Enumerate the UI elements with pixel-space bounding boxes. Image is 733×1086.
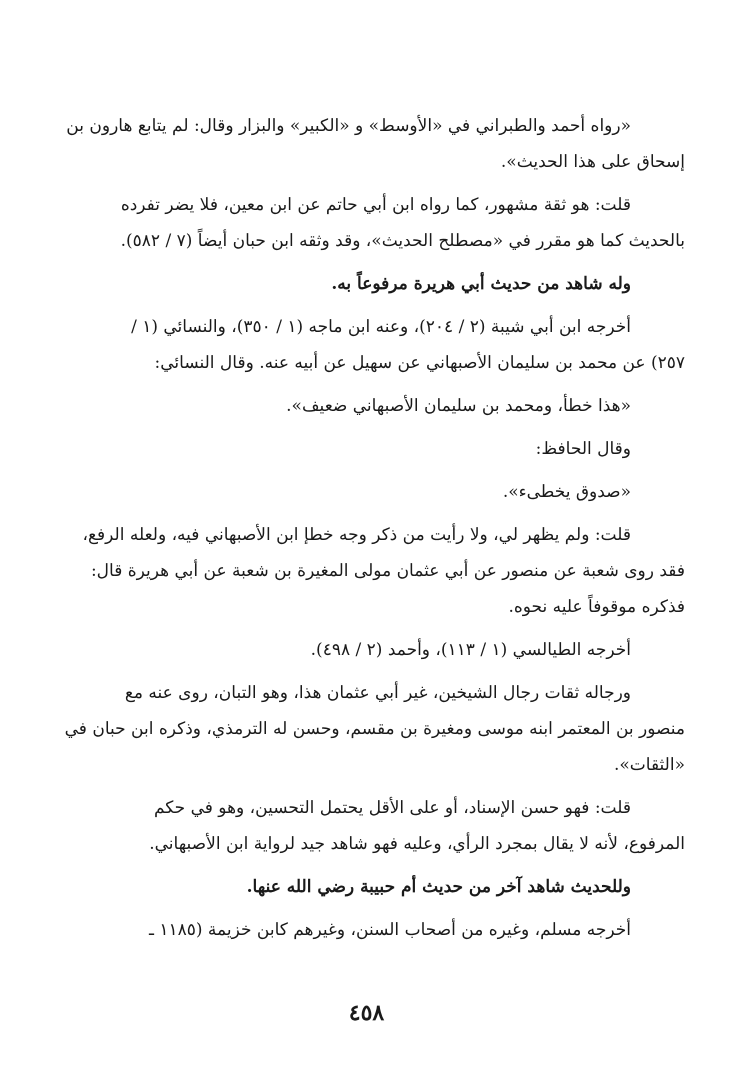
text-line: أخرجه ابن أبي شيبة (٢ / ٢٠٤)، وعنه ابن ماجه (١ / ٣٥٠)، والنسائي (١ / [131,317,631,337]
text-line: «هذا خطأ، ومحمد بن سليمان الأصبهاني ضعيف». [286,396,631,416]
text-line: ٢٥٧) عن محمد بن سليمان الأصبهاني عن سهيل عن أبيه عنه. وقال النسائي: [154,353,685,373]
text-line: إسحاق على هذا الحديث». [500,152,685,172]
text-line: قلت: فهو حسن الإسناد، أو على الأقل يحتمل التحسين، وهو في حكم [153,798,631,818]
text-line: «الثقات». [613,755,685,775]
text-line: أخرجه الطيالسي (١ / ١١٣)، وأحمد (٢ / ٤٩٨). [310,640,631,660]
text-line: وقال الحافظ: [535,439,631,459]
text-line: أخرجه مسلم، وغيره من أصحاب السنن، وغيرهم كابن خزيمة (١١٨٥ ـ [148,920,631,940]
text-line: قلت: ولم يظهر لي، ولا رأيت من ذكر وجه خطإ ابن الأصبهاني فيه، ولعله الرفع، [82,525,631,545]
text-line: وله شاهد من حديث أبي هريرة مرفوعاً به. [331,274,631,294]
text-line: منصور بن المعتمر ابنه موسى ومغيرة بن مقسم، وحسن له الترمذي، وذكره ابن حبان في [64,719,685,739]
text-line: بالحديث كما هو مقرر في «مصطلح الحديث»، وقد وثقه ابن حبان أيضاً (٧ / ٥٨٢). [120,231,685,251]
text-line: المرفوع، لأنه لا يقال بمجرد الرأي، وعليه فهو شاهد جيد لرواية ابن الأصبهاني. [149,834,685,854]
text-line: وللحديث شاهد آخر من حديث أم حبيبة رضي الله عنها. [246,877,631,897]
text-line: «صدوق يخطىء». [502,482,631,502]
text-line: «رواه أحمد والطبراني في «الأوسط» و «الكبير» والبزار وقال: لم يتابع هارون بن [66,116,631,136]
text-block [48,108,685,948]
page-number: ٤٥٨ [348,1000,385,1026]
text-line: ورجاله ثقات رجال الشيخين، غير أبي عثمان هذا، وهو التبان، روى عنه مع [124,683,631,703]
text-line: فذكره موقوفاً عليه نحوه. [508,597,685,617]
text-line: فقد روى شعبة عن منصور عن أبي عثمان مولى المغيرة بن شعبة عن أبي هريرة قال: [90,561,685,581]
text-line: قلت: هو ثقة مشهور، كما رواه ابن أبي حاتم عن ابن معين، فلا يضر تفرده [120,195,631,215]
